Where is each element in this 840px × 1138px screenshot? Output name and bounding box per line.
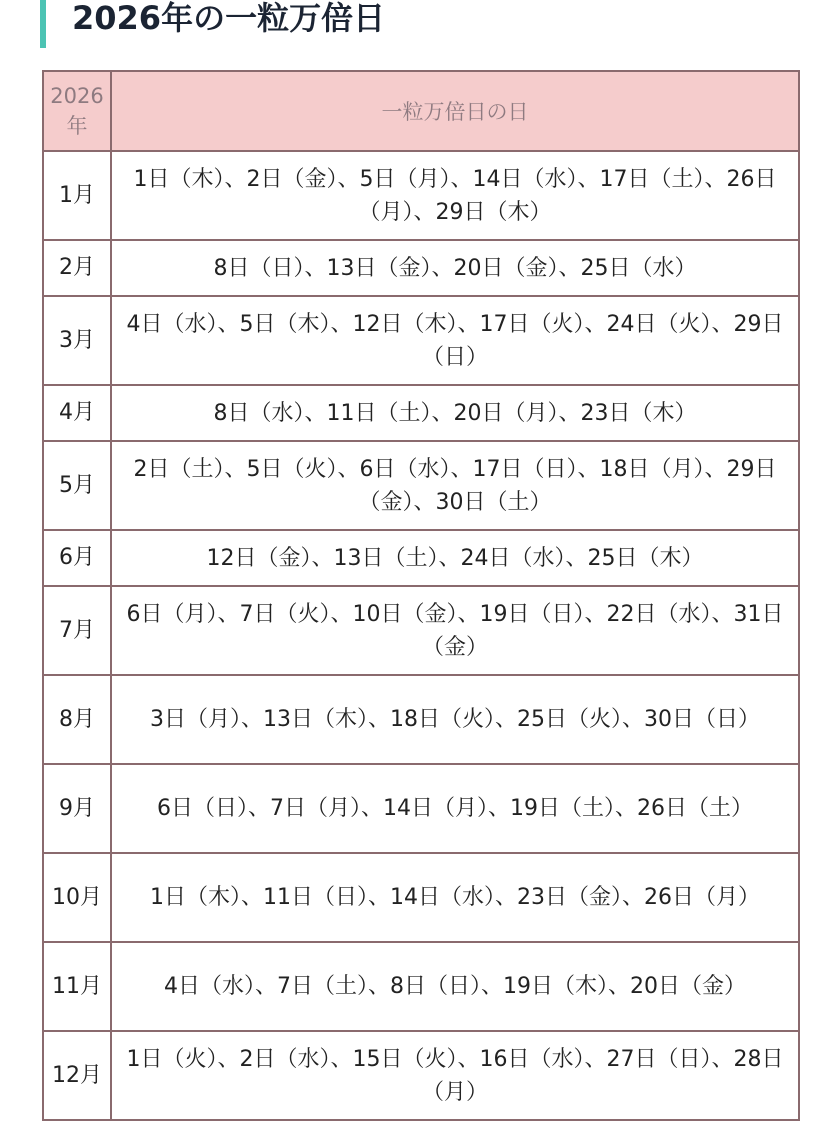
month-cell: 7月	[43, 586, 111, 675]
table-row	[43, 240, 799, 296]
ichiryu-manbaibi-table	[42, 70, 800, 1121]
table-row	[43, 853, 799, 942]
table-row	[43, 586, 799, 675]
dates-cell: 6日（月）、7日（火）、10日（金）、19日（日）、22日（水）、31日（金）	[111, 586, 799, 675]
month-cell: 4月	[43, 385, 111, 441]
month-cell: 6月	[43, 530, 111, 586]
month-cell: 5月	[43, 441, 111, 530]
header-year: 2026年	[43, 71, 111, 151]
header-days: 一粒万倍日の日	[111, 71, 799, 151]
month-cell: 12月	[43, 1031, 111, 1120]
dates-cell: 4日（水）、5日（木）、12日（木）、17日（火）、24日（火）、29日（日）	[111, 296, 799, 385]
dates-cell: 1日（木）、2日（金）、5日（月）、14日（水）、17日（土）、26日（月）、29日（木）	[111, 151, 799, 240]
section-heading	[40, 0, 820, 48]
dates-cell: 4日（水）、7日（土）、8日（日）、19日（木）、20日（金）	[111, 942, 799, 1031]
page-title: 2026年の一粒万倍日	[72, 0, 386, 37]
dates-cell: 3日（月）、13日（木）、18日（火）、25日（火）、30日（日）	[111, 675, 799, 764]
table-row	[43, 385, 799, 441]
table-row	[43, 764, 799, 853]
month-cell: 10月	[43, 853, 111, 942]
dates-cell: 1日（木）、11日（日）、14日（水）、23日（金）、26日（月）	[111, 853, 799, 942]
dates-cell: 1日（火）、2日（水）、15日（火）、16日（水）、27日（日）、28日（月）	[111, 1031, 799, 1120]
month-cell: 11月	[43, 942, 111, 1031]
table-row	[43, 675, 799, 764]
month-cell: 8月	[43, 675, 111, 764]
dates-cell: 2日（土）、5日（火）、6日（水）、17日（日）、18日（月）、29日（金）、30日（土）	[111, 441, 799, 530]
month-cell: 1月	[43, 151, 111, 240]
table-row	[43, 151, 799, 240]
table-row	[43, 942, 799, 1031]
table-row	[43, 296, 799, 385]
month-cell: 9月	[43, 764, 111, 853]
table-row	[43, 530, 799, 586]
table-row	[43, 441, 799, 530]
dates-cell: 8日（水）、11日（土）、20日（月）、23日（木）	[111, 385, 799, 441]
month-cell: 2月	[43, 240, 111, 296]
table-row	[43, 1031, 799, 1120]
dates-cell: 8日（日）、13日（金）、20日（金）、25日（水）	[111, 240, 799, 296]
table-header-row	[43, 71, 799, 151]
month-cell: 3月	[43, 296, 111, 385]
dates-cell: 12日（金）、13日（土）、24日（水）、25日（木）	[111, 530, 799, 586]
dates-cell: 6日（日）、7日（月）、14日（月）、19日（土）、26日（土）	[111, 764, 799, 853]
